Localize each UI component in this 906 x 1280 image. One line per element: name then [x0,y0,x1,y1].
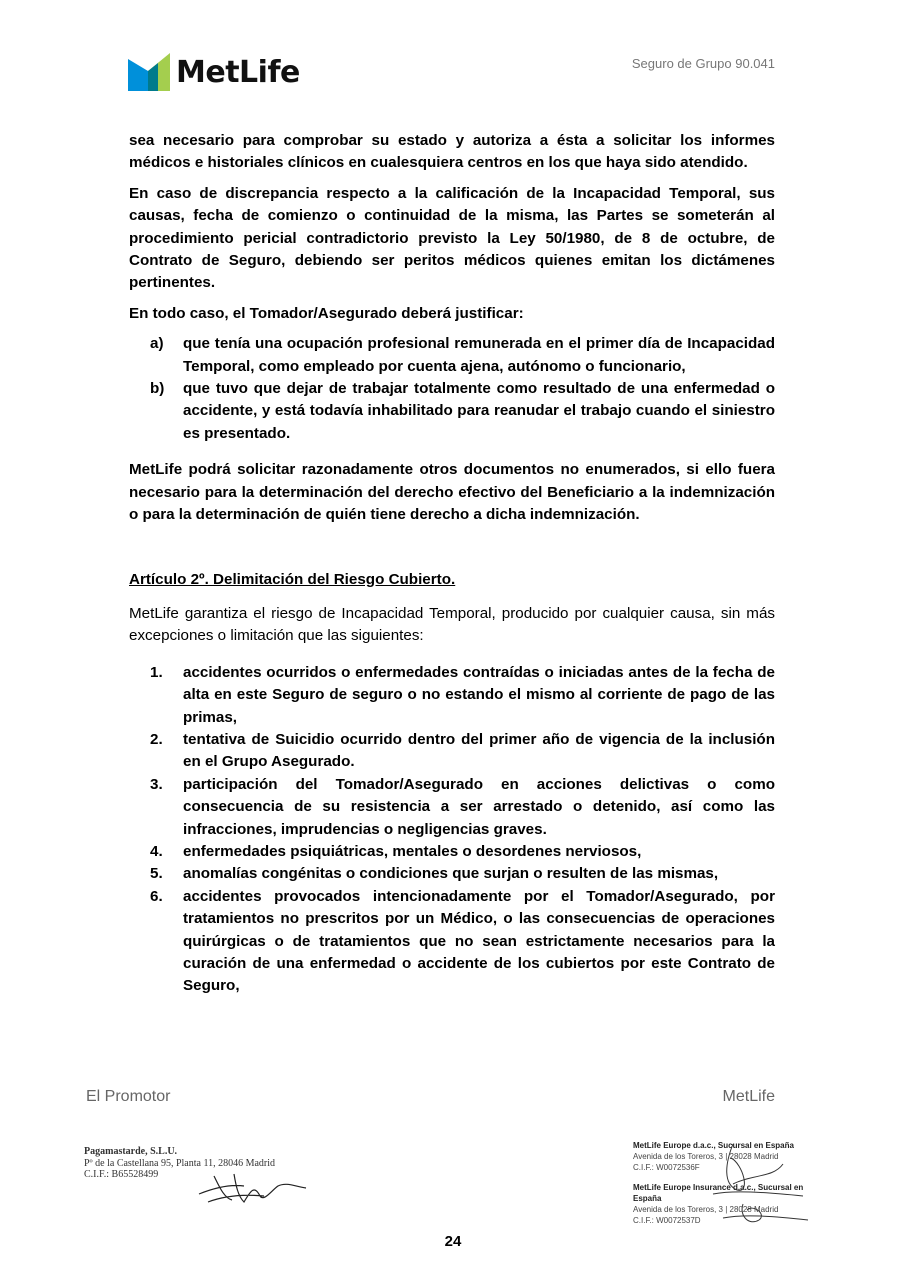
stamp-cif: C.I.F.: B65528499 [84,1169,159,1180]
promoter-signature [194,1166,314,1206]
stamp-company: Pagamastarde, S.L.U. [84,1146,178,1157]
stamp-address: Pº de la Castellana 95, Planta 11, 28046 Madrid [84,1157,276,1169]
list-marker: 3. [150,775,163,793]
paragraph-2: En caso de discrepancia respecto a la calificación de la Incapacidad Temporal, sus causas, fecha de comienzo o continuidad de la misma, las Partes se someterán al procedimiento pericial contradictorio previsto la Ley 50/1980, de 8 de octubre, de Contrato de Seguro, debiendo ser peritos médicos quienes emitan los dictámenes pertinentes. [129,184,775,292]
paragraph-4: MetLife podrá solicitar razonadamente otros documentos no enumerados, si ello fuera necesario para la determinación del derecho efectivo del Beneficiario a la indemnización o para la determinación de quién tiene derecho a dicha indemnización. [129,461,775,524]
list-item [129,863,775,885]
stamp-cif: C.I.F.: W0072536F [633,1163,700,1172]
metlife-logo [128,52,308,92]
stamp-address: Avenida de los Toreros, 3 | 28028 Madrid [633,1205,779,1214]
paragraph-3: En todo caso, el Tomador/Asegurado deberá justificar: [129,304,524,322]
list-marker: a) [150,335,164,353]
list-marker: b) [150,380,165,398]
list-item [129,378,775,445]
logo-wordmark: MetLife [176,54,300,90]
stamp-cif: C.I.F.: W0072537D [633,1216,701,1225]
list-marker: 5. [150,865,163,883]
list-item-text: tentativa de Suicidio ocurrido dentro del primer año de vigencia de la inclusión en el Grupo Asegurado. [183,730,775,771]
list-item [129,774,775,841]
paragraph-5: MetLife garantiza el riesgo de Incapacidad Temporal, producido por cualquier causa, sin más excepciones o limitación que las siguientes: [129,604,775,645]
list-item-text: accidentes provocados intencionadamente por el Tomador/Asegurado, por tratamientos no prescritos por un Médico, o las consecuencias de operaciones quirúrgicas o de tratamientos que no sean estrictamente necesarios para la curación de una enfermedad o accidente de los cubiertos por este Contrato de Seguro, [183,887,775,995]
stamp-company: MetLife Europe d.a.c., Sucursal en España [633,1141,794,1150]
promoter-label: El Promotor [86,1088,171,1105]
list-marker: 4. [150,842,163,860]
stamp-company: MetLife Europe Insurance d.a.c., Sucursal en España [633,1183,804,1203]
list-item-text: que tuvo que dejar de trabajar totalmente como resultado de una enfermedad o accidente, y está todavía inhabilitado para reanudar el trabajo cuando el siniestro es presentado. [183,380,775,442]
list-marker: 2. [150,730,163,748]
stamp-address: Avenida de los Toreros, 3 | 28028 Madrid [633,1152,779,1161]
list-marker: 1. [150,663,163,681]
exclusions-list [129,662,775,998]
list-item-text: accidentes ocurridos o enfermedades contraídas o iniciadas antes de la fecha de alta en este Seguro de seguro o no estando el mismo al corriente de pago de las primas, [183,663,775,726]
list-item-text: que tenía una ocupación profesional remunerada en el primer día de Incapacidad Temporal, como empleado por cuenta ajena, autónomo o funcionario, [183,335,775,375]
metlife-logo-icon [128,53,170,91]
document-body [129,130,775,998]
list-item [129,729,775,774]
list-item-text: enfermedades psiquiátricas, mentales o desordenes nerviosos, [183,842,642,860]
list-marker: 6. [150,887,163,905]
requirements-list [129,333,775,445]
list-item [129,333,775,378]
promoter-stamp [84,1146,314,1206]
list-item-text: anomalías congénitas o condiciones que surjan o resulten de las mismas, [183,865,719,883]
page-number: 24 [444,1233,462,1250]
list-item-text: participación del Tomador/Asegurado en acciones delictivas o como consecuencia de su resistencia a ser arrestado o detenido, así como las infracciones, imprudencias o negligencias graves. [183,775,775,838]
list-item [129,886,775,998]
list-item [129,662,775,729]
insurer-signature [703,1134,813,1230]
document-reference: Seguro de Grupo 90.041 [631,56,775,71]
insurer-label: MetLife [722,1088,775,1105]
insurer-stamp [633,1140,823,1230]
paragraph-1: sea necesario para comprobar su estado y autoriza a ésta a solicitar los informes médicos e historiales clínicos en cualesquiera centros en los que haya sido atendido. [129,132,775,172]
list-item [129,841,775,863]
article-heading: Artículo 2º. Delimitación del Riesgo Cubierto. [129,570,456,588]
